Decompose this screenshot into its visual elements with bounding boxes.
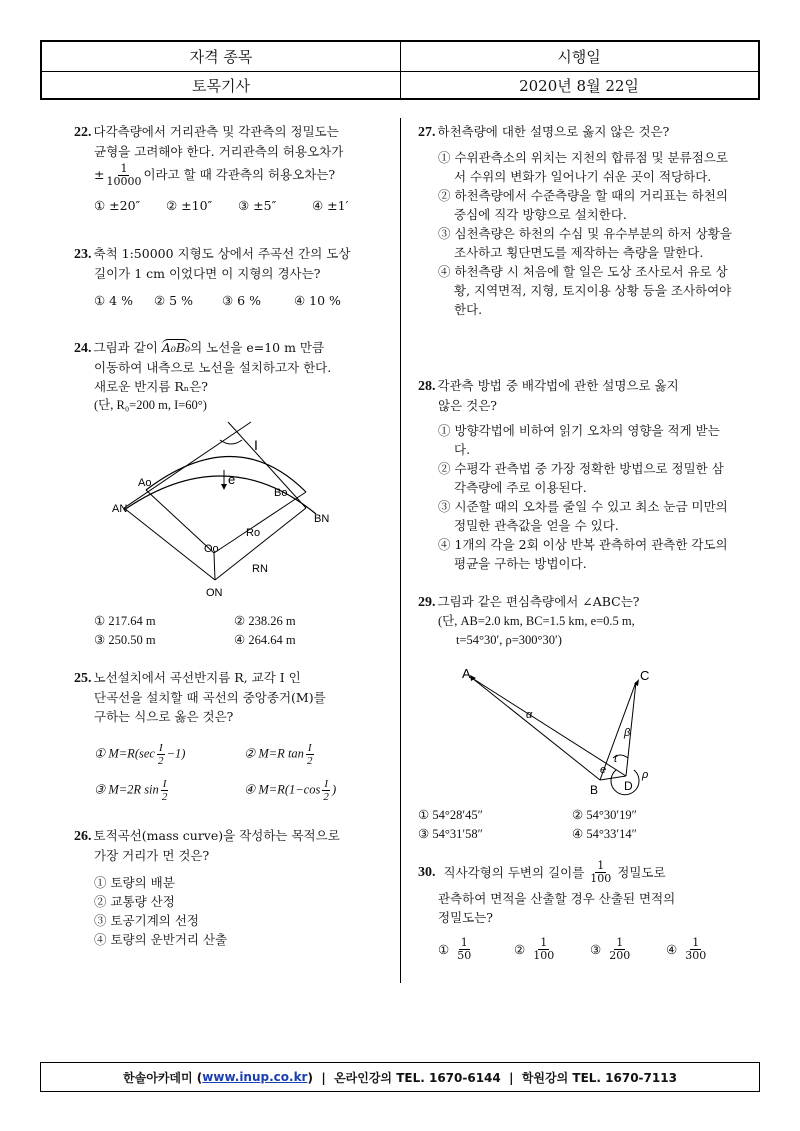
options [94,612,394,650]
header-label-subject: 자격 종목 [42,42,401,71]
question-text: 이라고 할 때 각관측의 허용오차는? [143,167,336,182]
question-text: 단곡선을 설치할 때 곡선의 중앙종거(M)를 [94,690,326,705]
option-4[interactable] [244,778,336,803]
option-4[interactable]: ④ 1개의 각을 2회 이상 반복 관측하여 관측한 각도의 평균을 구하는 방법이다. [438,537,728,571]
option-2[interactable]: ② 5 % [154,293,193,308]
option-marker: ③ [590,942,602,957]
option-3[interactable]: ③ 심천측량은 하천의 수심 및 유수부분의 하저 상황을 조사하고 횡단면도를 제작하는 측량을 말한다. [438,226,732,260]
question-condition: (단, R₀=200 m, I=60°) [94,398,207,412]
options [418,937,734,962]
question-text: 다각측량에서 거리관측 및 각관측의 정밀도는 [93,124,339,139]
option-3[interactable]: ③ 시준할 때의 오차를 줄일 수 있고 최소 눈금 미만의 정밀한 관측값을 얻을 수 있다. [438,499,728,533]
label-Ro: Ro [246,527,261,539]
label-RN: RN [252,563,268,575]
question-condition: t=54°30′, ρ=300°30′) [456,633,562,647]
option-3[interactable]: ③ 토공기계의 선정 [94,913,199,928]
label-A: A [462,666,471,681]
fraction-denominator: 2 [307,754,313,767]
label-alpha: α [526,709,533,721]
fraction-denominator: 200 [609,949,631,962]
question-text: 정밀도는? [438,910,494,925]
question-text: 않은 것은? [438,398,497,413]
option-2[interactable]: ② 교통량 산정 [94,894,175,909]
label-D: D [624,779,633,793]
question-number: 26. [74,829,92,844]
option-text: ① M=R(sec [94,745,155,760]
option-2[interactable]: ② 54°30′19″ [572,808,637,822]
fraction-numerator: 1 [616,936,624,949]
option-1[interactable]: ① 수위관측소의 위치는 지천의 합류점 및 분류점으로서 수위의 변화가 일어나기 쉬운 곳이 적당하다. [438,150,728,184]
question-24 [74,338,390,647]
fraction-denominator: 100 [533,949,555,962]
option-2[interactable]: ② 수평각 관측법 중 가장 정확한 방법으로 정밀한 삼각측량에 주로 이용된다. [438,461,724,495]
option-1[interactable]: ① 54°28′45″ [418,808,483,822]
label-B: B [590,783,599,797]
eccentric-survey-figure [448,666,708,796]
label-beta: β [624,727,631,739]
option-4[interactable]: ④ 하천측량 시 처음에 할 일은 도상 조사로서 유로 상황, 지역면적, 지형, 토지이용 상황 등을 조사하여야 한다. [438,264,732,317]
fraction-denominator: 300 [685,949,707,962]
label-I: I [254,437,258,453]
question-number: 24. [74,341,92,356]
option-text: −1) [166,745,186,760]
option-3[interactable]: ③ 54°31′58″ [418,827,483,841]
option-3[interactable]: ③ 250.50 m [94,633,156,647]
option-3[interactable] [590,937,666,962]
question-27 [418,122,734,319]
label-t: t [614,753,618,765]
fraction-denominator: 50 [457,949,472,962]
label-C: C [640,668,650,683]
option-2[interactable]: ② 하천측량에서 수준측량을 할 때의 거리표는 하천의 중심에 직각 방향으로 설치한다. [438,188,728,222]
question-text: 축척 1:50000 지형도 상에서 주곡선 간의 도상 [93,246,351,261]
label-Oo: Oo [204,543,219,555]
footer-academy: 한솔아카데미 ( [123,1070,203,1085]
option-marker: ① [438,942,450,957]
question-30 [418,860,734,962]
label-Bo: Bo [274,487,288,499]
column-divider [400,118,401,983]
option-1[interactable]: ① 토량의 배분 [94,875,175,890]
option-1[interactable]: ① 217.64 m [94,614,156,628]
option-1[interactable]: ① 방향각법에 비하여 읽기 오차의 영향을 적게 받는다. [438,423,720,457]
fraction-numerator: 1 [120,162,128,175]
question-text: 의 노선을 e=10 m 만큼 [190,340,325,355]
option-3[interactable]: ③ ±5″ [238,198,277,213]
fraction-numerator: 1 [540,936,548,949]
question-28 [418,376,734,573]
option-1[interactable]: ① ±20″ [94,198,141,213]
option-1[interactable] [438,937,514,962]
curve-shift-figure [112,430,346,605]
option-marker: ② [514,942,526,957]
option-4[interactable]: ④ 10 % [294,293,341,308]
fraction-numerator: I [162,777,167,790]
option-4[interactable]: ④ 토량의 운반거리 산출 [94,932,228,947]
option-4[interactable]: ④ 264.64 m [234,633,296,647]
options [418,148,734,319]
header-date: 2020년 8월 22일 [519,77,639,95]
question-text: 하천측량에 대한 설명으로 옳지 않은 것은? [437,124,670,139]
fraction-denominator: 2 [158,754,164,767]
options [74,291,390,310]
option-1[interactable]: ① 4 % [94,293,133,308]
option-3[interactable] [94,778,244,803]
fraction [106,163,141,188]
fraction-denominator: 100 [590,872,612,885]
option-1[interactable] [94,742,244,767]
question-text: 길이가 1 cm 이었다면 이 지형의 경사는? [94,266,321,281]
options [74,873,390,949]
fraction-numerator: I [307,741,312,754]
fraction-numerator: 1 [597,859,605,872]
question-23 [74,244,390,310]
question-text: 관측하여 면적을 산출할 경우 산출된 면적의 [438,891,676,906]
options [74,736,390,808]
footer-contact: ) | 온라인강의 TEL. 1670-6144 | 학원강의 TEL. 1670-7113 [307,1070,677,1085]
question-number: 25. [74,671,92,686]
exam-header [40,40,760,100]
question-text: 그림과 같이 [93,340,158,355]
option-text: ) [332,781,337,796]
question-text: 정밀도로 [617,865,666,880]
question-condition: (단, AB=2.0 km, BC=1.5 km, e=0.5 m, [438,614,635,628]
question-number: 22. [74,125,92,140]
question-text: 그림과 같은 편심측량에서 ∠ABC는? [437,594,640,609]
label-e: e [600,764,607,776]
fraction-numerator: I [324,777,328,790]
question-number: 29. [418,595,436,610]
plus-minus: ± [94,167,105,182]
option-4[interactable] [666,937,708,962]
question-text: 토적곡선(mass curve)을 작성하는 목적으로 [93,828,340,843]
label-rho: ρ [642,769,649,781]
question-number: 28. [418,379,436,394]
question-text: 직사각형의 두변의 길이를 [443,865,585,880]
option-text: ④ M=R(1−cos [244,781,321,796]
question-29 [418,592,734,841]
footer-website-link[interactable]: www.inup.co.kr [202,1070,308,1084]
option-2[interactable] [244,742,316,767]
option-2[interactable]: ② 238.26 m [234,614,296,628]
question-text: 구하는 식으로 옳은 것은? [94,709,234,724]
option-4[interactable]: ④ ±1′ [312,198,349,213]
options [418,806,734,844]
option-4[interactable]: ④ 54°33′14″ [572,827,637,841]
fraction [590,860,611,885]
option-2[interactable] [514,937,590,962]
question-number: 30. [418,865,436,880]
fraction-denominator: 10000 [106,175,142,188]
label-e: e [228,472,236,487]
question-text: 각관측 방법 중 배각법에 관한 설명으로 옳지 [437,378,679,393]
label-ON: ON [206,587,223,599]
fraction-numerator: 1 [460,936,468,949]
question-text [74,163,390,188]
fraction-numerator: I [158,741,163,754]
question-22 [74,122,390,215]
fraction-numerator: 1 [692,936,700,949]
fraction-denominator: 2 [323,790,329,803]
option-text: ③ M=2R sin [94,781,159,796]
question-text: 가장 거리가 먼 것은? [94,848,210,863]
question-text: 새로운 반지름 Rₙ은? [94,379,208,394]
option-2[interactable]: ② ±10″ [166,198,213,213]
options [418,421,734,573]
question-text: 노선설치에서 곡선반지름 R, 교각 I 인 [93,670,301,685]
question-text: 균형을 고려해야 한다. 거리관측의 허용오차가 [94,144,344,159]
question-number: 23. [74,247,92,262]
option-3[interactable]: ③ 6 % [222,293,261,308]
label-AN: AN [112,503,128,515]
arc-label: A₀B₀ [161,340,191,355]
question-26 [74,826,390,949]
options [74,196,390,215]
option-text: ② M=R tan [244,745,304,760]
question-25 [74,668,390,808]
label-BN: BN [314,513,330,525]
header-subject: 토목기사 [42,71,401,100]
option-marker: ④ [666,942,678,957]
header-label-date: 시행일 [557,48,601,66]
question-number: 27. [418,125,436,140]
fraction-denominator: 2 [161,790,168,803]
footer-banner [40,1062,760,1092]
label-Ao: Ao [138,477,152,489]
question-text: 이동하여 내측으로 노선을 설치하고자 한다. [94,360,332,375]
